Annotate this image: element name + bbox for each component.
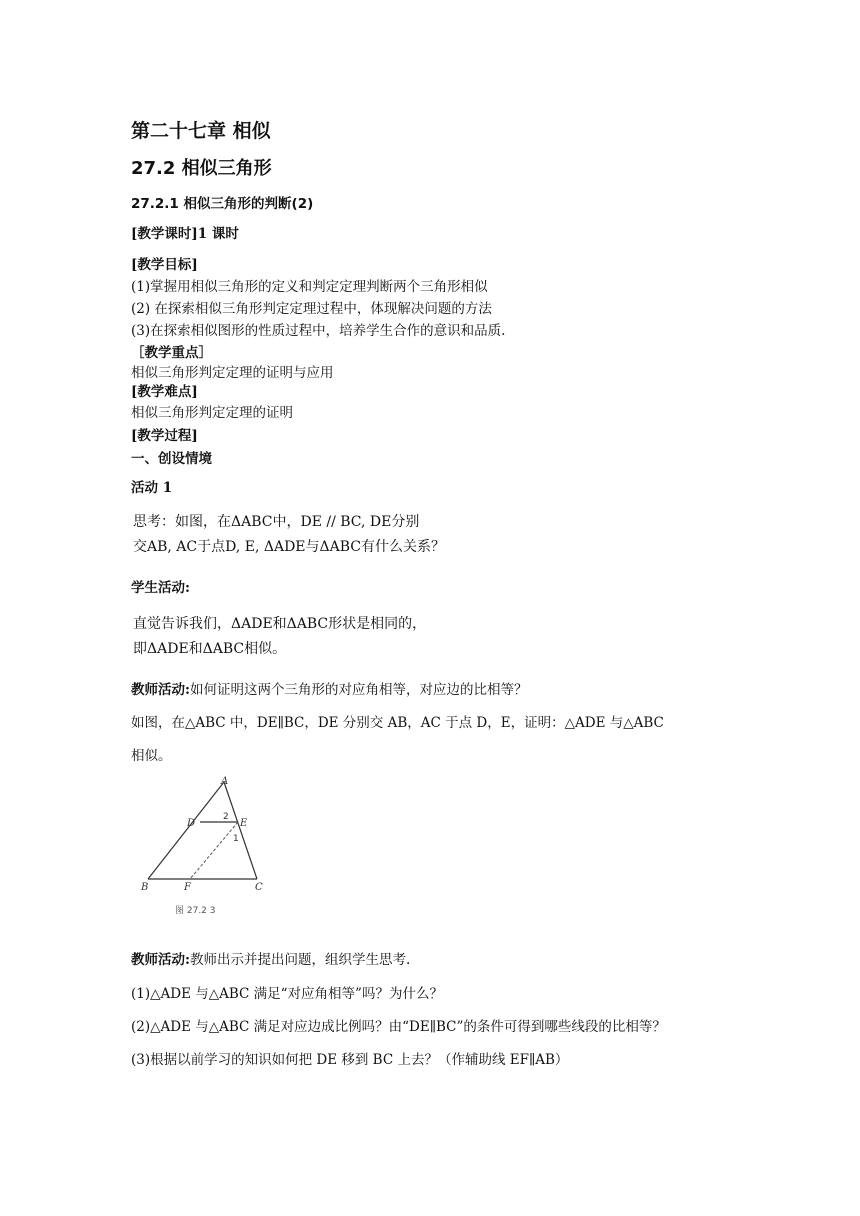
label-e: E xyxy=(240,818,248,829)
side-ab xyxy=(148,782,224,879)
student-answer-line-2: 即ΔADE和ΔABC相似。 xyxy=(133,641,287,657)
key-points-heading: ［教学重点］ xyxy=(131,345,212,361)
figure-caption: 图 27.2 3 xyxy=(175,906,216,916)
angle-2-label: 2 xyxy=(223,812,229,822)
think-question-line-1: 思考：如图，在ΔABC中，DE // BC, DE分别 xyxy=(133,514,420,530)
problem-line-1: 如图，在△ABC 中，DE∥BC，DE 分别交 AB，AC 于点 D，E，证明：△ADE 与△ABC xyxy=(131,715,664,731)
question-1: (1)△ADE 与△ABC 满足“对应角相等”吗？为什么？ xyxy=(131,986,443,1002)
lesson-hours: [教学课时]1 课时 xyxy=(131,226,239,242)
auxiliary-line-ef xyxy=(190,822,238,879)
question-3: (3)根据以前学习的知识如何把 DE 移到 BC 上去？（作辅助线 EF∥AB） xyxy=(131,1052,569,1068)
student-activity-label: 学生活动: xyxy=(131,580,190,596)
difficulties-text: 相似三角形判定定理的证明 xyxy=(131,405,293,421)
label-d: D xyxy=(187,818,196,829)
teacher-activity-label: 教师活动: xyxy=(131,952,190,968)
teacher-activity-1 xyxy=(131,678,527,698)
teacher-activity-2 xyxy=(131,948,410,968)
problem-line-2: 相似。 xyxy=(131,748,172,764)
think-question-line-2: 交AB, AC于点D, E, ΔADE与ΔABC有什么关系？ xyxy=(133,539,446,555)
student-answer-line-1: 直觉告诉我们，ΔADE和ΔABC形状是相同的， xyxy=(133,616,427,632)
side-ac xyxy=(224,782,257,879)
part-one-heading: 一、创设情境 xyxy=(131,451,212,467)
label-b: B xyxy=(141,882,149,893)
teacher-activity-text: 如何证明这两个三角形的对应角相等，对应边的比相等？ xyxy=(189,682,528,698)
key-points-text: 相似三角形判定定理的证明与应用 xyxy=(131,365,334,381)
label-a: A xyxy=(221,776,229,787)
teacher-activity-text: 教师出示并提出问题，组织学生思考. xyxy=(189,952,411,968)
process-heading: [教学过程] xyxy=(131,428,198,444)
objective-item: (3)在探索相似图形的性质过程中，培养学生合作的意识和品质. xyxy=(131,323,506,339)
objective-item: (2) 在探索相似三角形判定定理过程中，体现解决问题的方法 xyxy=(131,301,492,317)
label-f: F xyxy=(184,882,191,893)
angle-1-label: 1 xyxy=(233,834,239,844)
triangle-figure xyxy=(131,772,271,922)
difficulties-heading: [教学难点] xyxy=(131,384,198,400)
teacher-activity-label: 教师活动: xyxy=(131,682,190,698)
question-2: (2)△ADE 与△ABC 满足对应边成比例吗？由“DE∥BC”的条件可得到哪些线段的比相等？ xyxy=(131,1019,666,1035)
objective-item: (1)掌握用相似三角形的定义和判定定理判断两个三角形相似 xyxy=(131,279,488,295)
section-title: 27.2 相似三角形 xyxy=(131,158,272,179)
subsection-title: 27.2.1 相似三角形的判断(2) xyxy=(131,196,314,212)
label-c: C xyxy=(255,882,263,893)
objectives-heading: [教学目标] xyxy=(131,257,198,273)
chapter-title: 第二十七章 相似 xyxy=(131,120,271,142)
activity-1-heading: 活动 1 xyxy=(131,480,173,496)
